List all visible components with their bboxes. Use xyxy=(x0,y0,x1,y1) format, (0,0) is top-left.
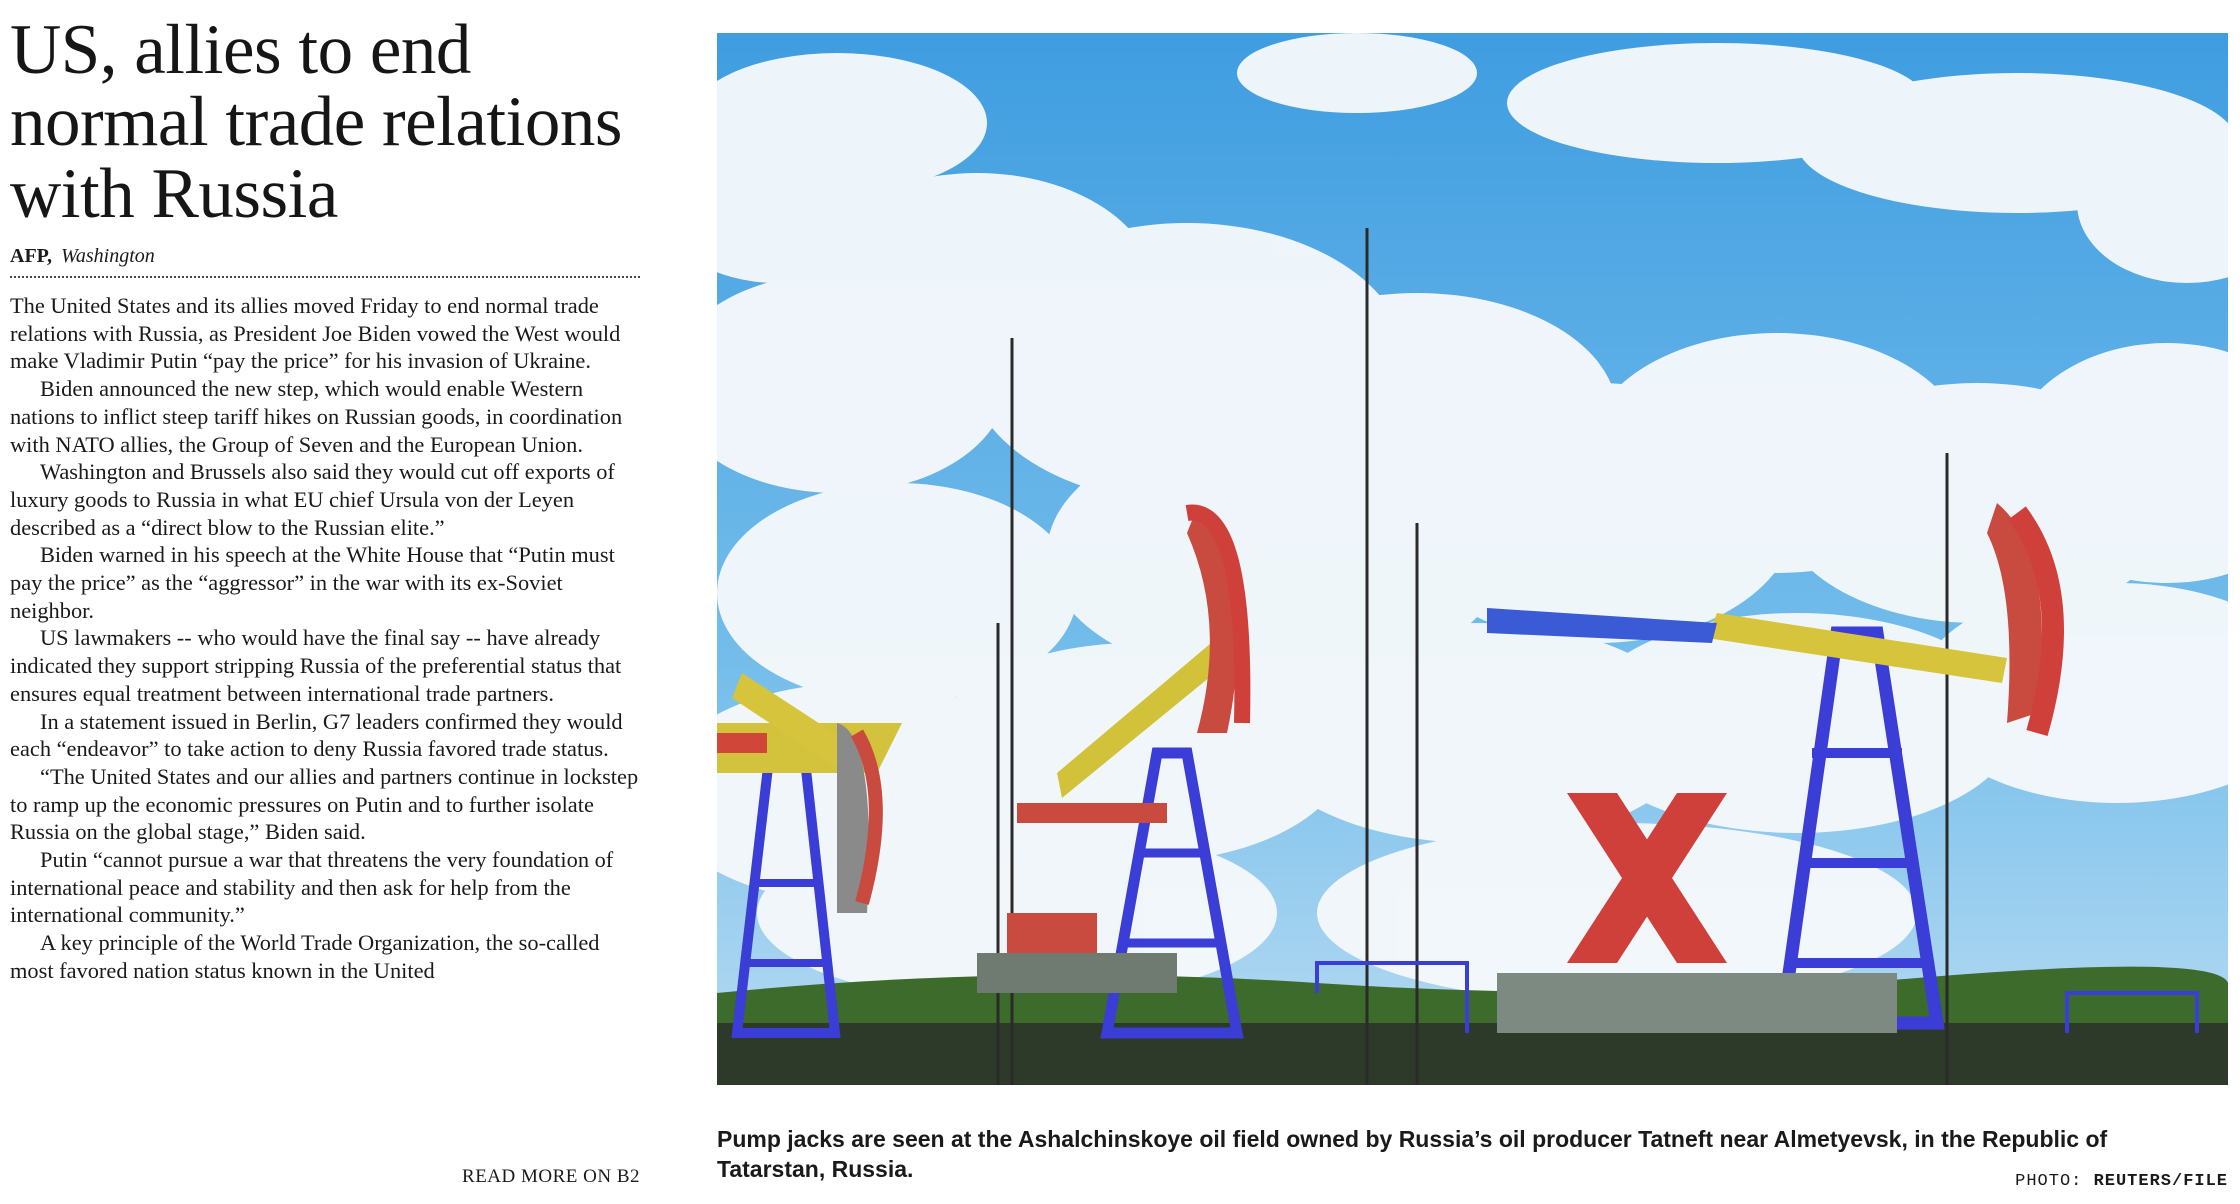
paragraph: “The United States and our allies and partners continue in lockstep to ramp up the economic pressures on Putin and to further isolate Russia on the global stage,” Biden said. xyxy=(10,763,639,845)
pump-jacks-illustration xyxy=(717,33,2228,1085)
photo-caption: Pump jacks are seen at the Ashalchinskoye oil field owned by Russia’s oil producer Tatneft near Almetyevsk, in the Republic of Tatarstan, Russia. xyxy=(717,1126,2108,1182)
read-more-link[interactable]: READ MORE ON B2 xyxy=(462,1166,640,1187)
photo-credit-label: PHOTO: xyxy=(2015,1172,2083,1191)
paragraph: Washington and Brussels also said they would cut off exports of luxury goods to Russia in what EU chief Ursula von der Leyen described as a “direct blow to the Russian elite.” xyxy=(10,459,615,540)
paragraph: Biden warned in his speech at the White House that “Putin must pay the price” as the “aggressor” in the war with its ex-Soviet neighbor. xyxy=(10,542,615,623)
byline-place: Washington xyxy=(61,245,155,267)
headline: US, allies to end normal trade relations with Russia xyxy=(10,11,622,233)
paragraph: Putin “cannot pursue a war that threatens the very foundation of international peace and stability and then ask for help from the international community.” xyxy=(10,847,614,928)
photo-credit-source: REUTERS/FILE xyxy=(2093,1172,2228,1191)
photo-credit xyxy=(2015,1172,2228,1191)
paragraph: In a statement issued in Berlin, G7 leaders confirmed they would each “endeavor” to take action to deny Russia favored trade status. xyxy=(10,708,623,762)
byline xyxy=(10,244,640,268)
news-photo xyxy=(717,33,2228,1085)
paragraph: Biden announced the new step, which would enable Western nations to inflict steep tariff hikes on Russian goods, in coordination with NATO allies, the Group of Seven and the European Union. xyxy=(10,376,623,457)
paragraph: A key principle of the World Trade Organization, the so-called most favored nation status known in the United xyxy=(10,930,600,983)
article-column xyxy=(10,11,640,985)
paragraph: The United States and its allies moved Friday to end normal trade relations with Russia, as President Joe Biden vowed the West would make Vladimir Putin “pay the price” for his invasion of Ukraine. xyxy=(10,293,621,374)
dotted-divider xyxy=(10,276,640,278)
byline-agency: AFP, xyxy=(10,245,53,267)
article-body xyxy=(10,292,640,985)
paragraph: US lawmakers -- who would have the final say -- have already indicated they support stripping Russia of the preferential status that ensures equal treatment between international trade partners. xyxy=(10,625,622,706)
